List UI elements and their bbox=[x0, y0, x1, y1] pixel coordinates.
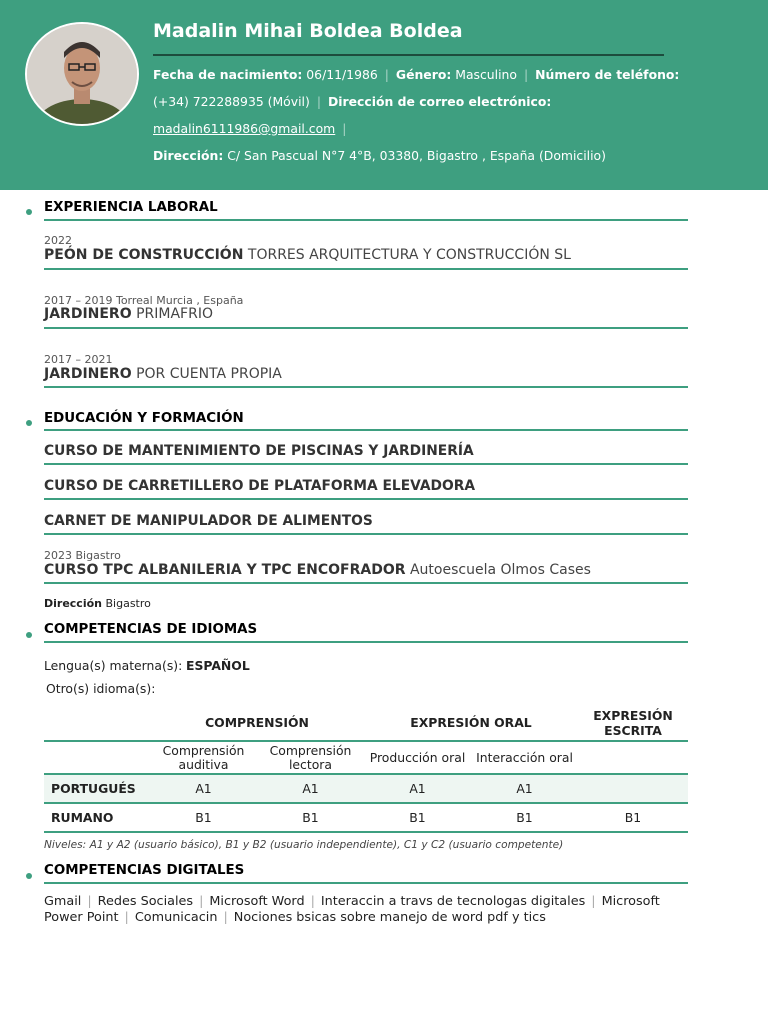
mother-tongue-label: Lengua(s) materna(s): bbox=[44, 658, 183, 673]
level-cell: B1 bbox=[624, 810, 642, 825]
job-company: TORRES ARQUITECTURA Y CONSTRUCCIÓN SL bbox=[247, 247, 571, 263]
course-divider bbox=[44, 582, 688, 584]
level-cell: A1 bbox=[302, 781, 319, 796]
skill-item: Redes Sociales bbox=[97, 894, 194, 909]
gender-label: Género: bbox=[395, 67, 452, 82]
section-divider bbox=[44, 219, 688, 221]
personal-info-line-1: Fecha de nacimiento: 06/11/1986 | Género: Masculino | Número de teléfono: bbox=[153, 67, 680, 82]
section-divider bbox=[44, 882, 688, 884]
course-address-value: Bigastro bbox=[105, 597, 151, 610]
spoken-production-subheader: Producción oral bbox=[369, 750, 466, 765]
table-row bbox=[44, 803, 688, 832]
level-cell bbox=[578, 774, 688, 803]
language-name: RUMANO bbox=[51, 810, 114, 825]
skill-item: Nociones bsicas sobre manejo de word pdf y tics bbox=[233, 910, 546, 925]
course-divider bbox=[44, 463, 688, 465]
language-table bbox=[44, 705, 688, 833]
course-title-line bbox=[44, 562, 591, 578]
person-photo-icon bbox=[27, 24, 137, 124]
job-company: POR CUENTA PROPIA bbox=[136, 366, 282, 382]
personal-info-line-3: madalin6111986@gmail.com | bbox=[153, 121, 347, 136]
course-address-label: Dirección bbox=[44, 597, 102, 610]
section-bullet-icon bbox=[26, 632, 32, 638]
cv-header bbox=[0, 0, 768, 190]
job-divider bbox=[44, 327, 688, 329]
job-role: JARDINERO bbox=[44, 306, 132, 322]
written-expression-header: EXPRESIÓN ESCRITA bbox=[593, 707, 673, 738]
course-item: CURSO DE MANTENIMIENTO DE PISCINAS Y JARDINERÍA bbox=[44, 443, 474, 459]
level-cell: A1 bbox=[409, 781, 426, 796]
job-title-line bbox=[44, 247, 571, 263]
course-item: CURSO DE CARRETILLERO DE PLATAFORMA ELEVADORA bbox=[44, 478, 476, 494]
course-divider bbox=[44, 533, 688, 535]
table-row bbox=[44, 774, 688, 803]
gender-value: Masculino bbox=[455, 67, 517, 82]
phone-value: (+34) 722288935 (Móvil) bbox=[153, 94, 310, 109]
mother-tongue-value: ESPAÑOL bbox=[186, 658, 250, 673]
level-cell: B1 bbox=[516, 810, 533, 825]
job-divider bbox=[44, 268, 688, 270]
levels-note: Niveles: A1 y A2 (usuario básico), B1 y B2 (usuario independiente), C1 y C2 (usuario competente) bbox=[44, 839, 564, 851]
job-date: 2017 – 2019 Torreal Murcia , España bbox=[44, 294, 244, 307]
section-bullet-icon bbox=[26, 420, 32, 426]
section-divider bbox=[44, 429, 688, 431]
experience-title: EXPERIENCIA LABORAL bbox=[44, 200, 218, 215]
birth-value: 06/11/1986 bbox=[306, 67, 378, 82]
skill-item: Microsoft Power Point bbox=[44, 894, 660, 925]
skill-item: Comunicacin bbox=[134, 910, 218, 925]
comprehension-header: COMPRENSIÓN bbox=[205, 715, 309, 730]
course-date: 2023 Bigastro bbox=[44, 549, 121, 562]
job-title-line bbox=[44, 306, 213, 322]
email-label: Dirección de correo electrónico: bbox=[328, 94, 552, 109]
section-bullet-icon bbox=[26, 209, 32, 215]
personal-info-line-4 bbox=[153, 148, 606, 163]
skill-item: Gmail bbox=[44, 894, 82, 909]
level-cell: B1 bbox=[195, 810, 212, 825]
other-languages-label: Otro(s) idioma(s): bbox=[46, 681, 156, 696]
digital-title: COMPETENCIAS DIGITALES bbox=[44, 863, 245, 878]
personal-info-line-2: (+34) 722288935 (Móvil) | Dirección de correo electrónico: bbox=[153, 94, 552, 109]
oral-expression-header: EXPRESIÓN ORAL bbox=[410, 715, 532, 730]
candidate-name: Madalin Mihai Boldea Boldea bbox=[153, 20, 463, 42]
profile-photo bbox=[25, 22, 139, 126]
course-school: Autoescuela Olmos Cases bbox=[409, 562, 591, 578]
job-date: 2022 bbox=[44, 234, 72, 247]
listening-subheader: Comprensión auditiva bbox=[162, 742, 245, 772]
education-title: EDUCACIÓN Y FORMACIÓN bbox=[44, 411, 244, 426]
phone-label: Número de teléfono: bbox=[535, 67, 680, 82]
reading-subheader: Comprensión lectora bbox=[269, 742, 352, 772]
course-item: CARNET DE MANIPULADOR DE ALIMENTOS bbox=[44, 513, 373, 529]
email-link[interactable]: madalin6111986@gmail.com bbox=[153, 121, 336, 136]
job-title-line bbox=[44, 366, 282, 382]
skill-item: Microsoft Word bbox=[209, 894, 305, 909]
course-name: CURSO TPC ALBANILERIA Y TPC ENCOFRADOR bbox=[44, 562, 406, 578]
digital-skills-list: Gmail | Redes Sociales | Microsoft Word | Interaccin a travs de tecnologas digitales | Microsoft Power Point | Comunicacin | Nociones bsicas sobre manejo de word pdf y tics bbox=[44, 894, 660, 925]
level-cell: A1 bbox=[195, 781, 212, 796]
level-cell: B1 bbox=[409, 810, 426, 825]
job-divider bbox=[44, 386, 688, 388]
job-date: 2017 – 2021 bbox=[44, 353, 113, 366]
language-name: PORTUGUÉS bbox=[51, 781, 136, 796]
section-bullet-icon bbox=[26, 873, 32, 879]
name-divider bbox=[153, 54, 664, 56]
section-divider bbox=[44, 641, 688, 643]
level-cell: B1 bbox=[302, 810, 319, 825]
job-role: JARDINERO bbox=[44, 366, 132, 382]
job-company: PRIMAFRIO bbox=[136, 306, 213, 322]
course-address bbox=[44, 597, 151, 610]
skill-item: Interaccin a travs de tecnologas digitales bbox=[320, 894, 586, 909]
course-divider bbox=[44, 498, 688, 500]
address-value: C/ San Pascual N°7 4°B, 03380, Bigastro , España (Domicilio) bbox=[227, 148, 606, 163]
address-label: Dirección: bbox=[153, 148, 224, 163]
spoken-interaction-subheader: Interacción oral bbox=[476, 750, 573, 765]
job-role: PEÓN DE CONSTRUCCIÓN bbox=[44, 247, 244, 263]
level-cell: A1 bbox=[516, 781, 533, 796]
languages-title: COMPETENCIAS DE IDIOMAS bbox=[44, 622, 258, 637]
birth-label: Fecha de nacimiento: bbox=[153, 67, 303, 82]
